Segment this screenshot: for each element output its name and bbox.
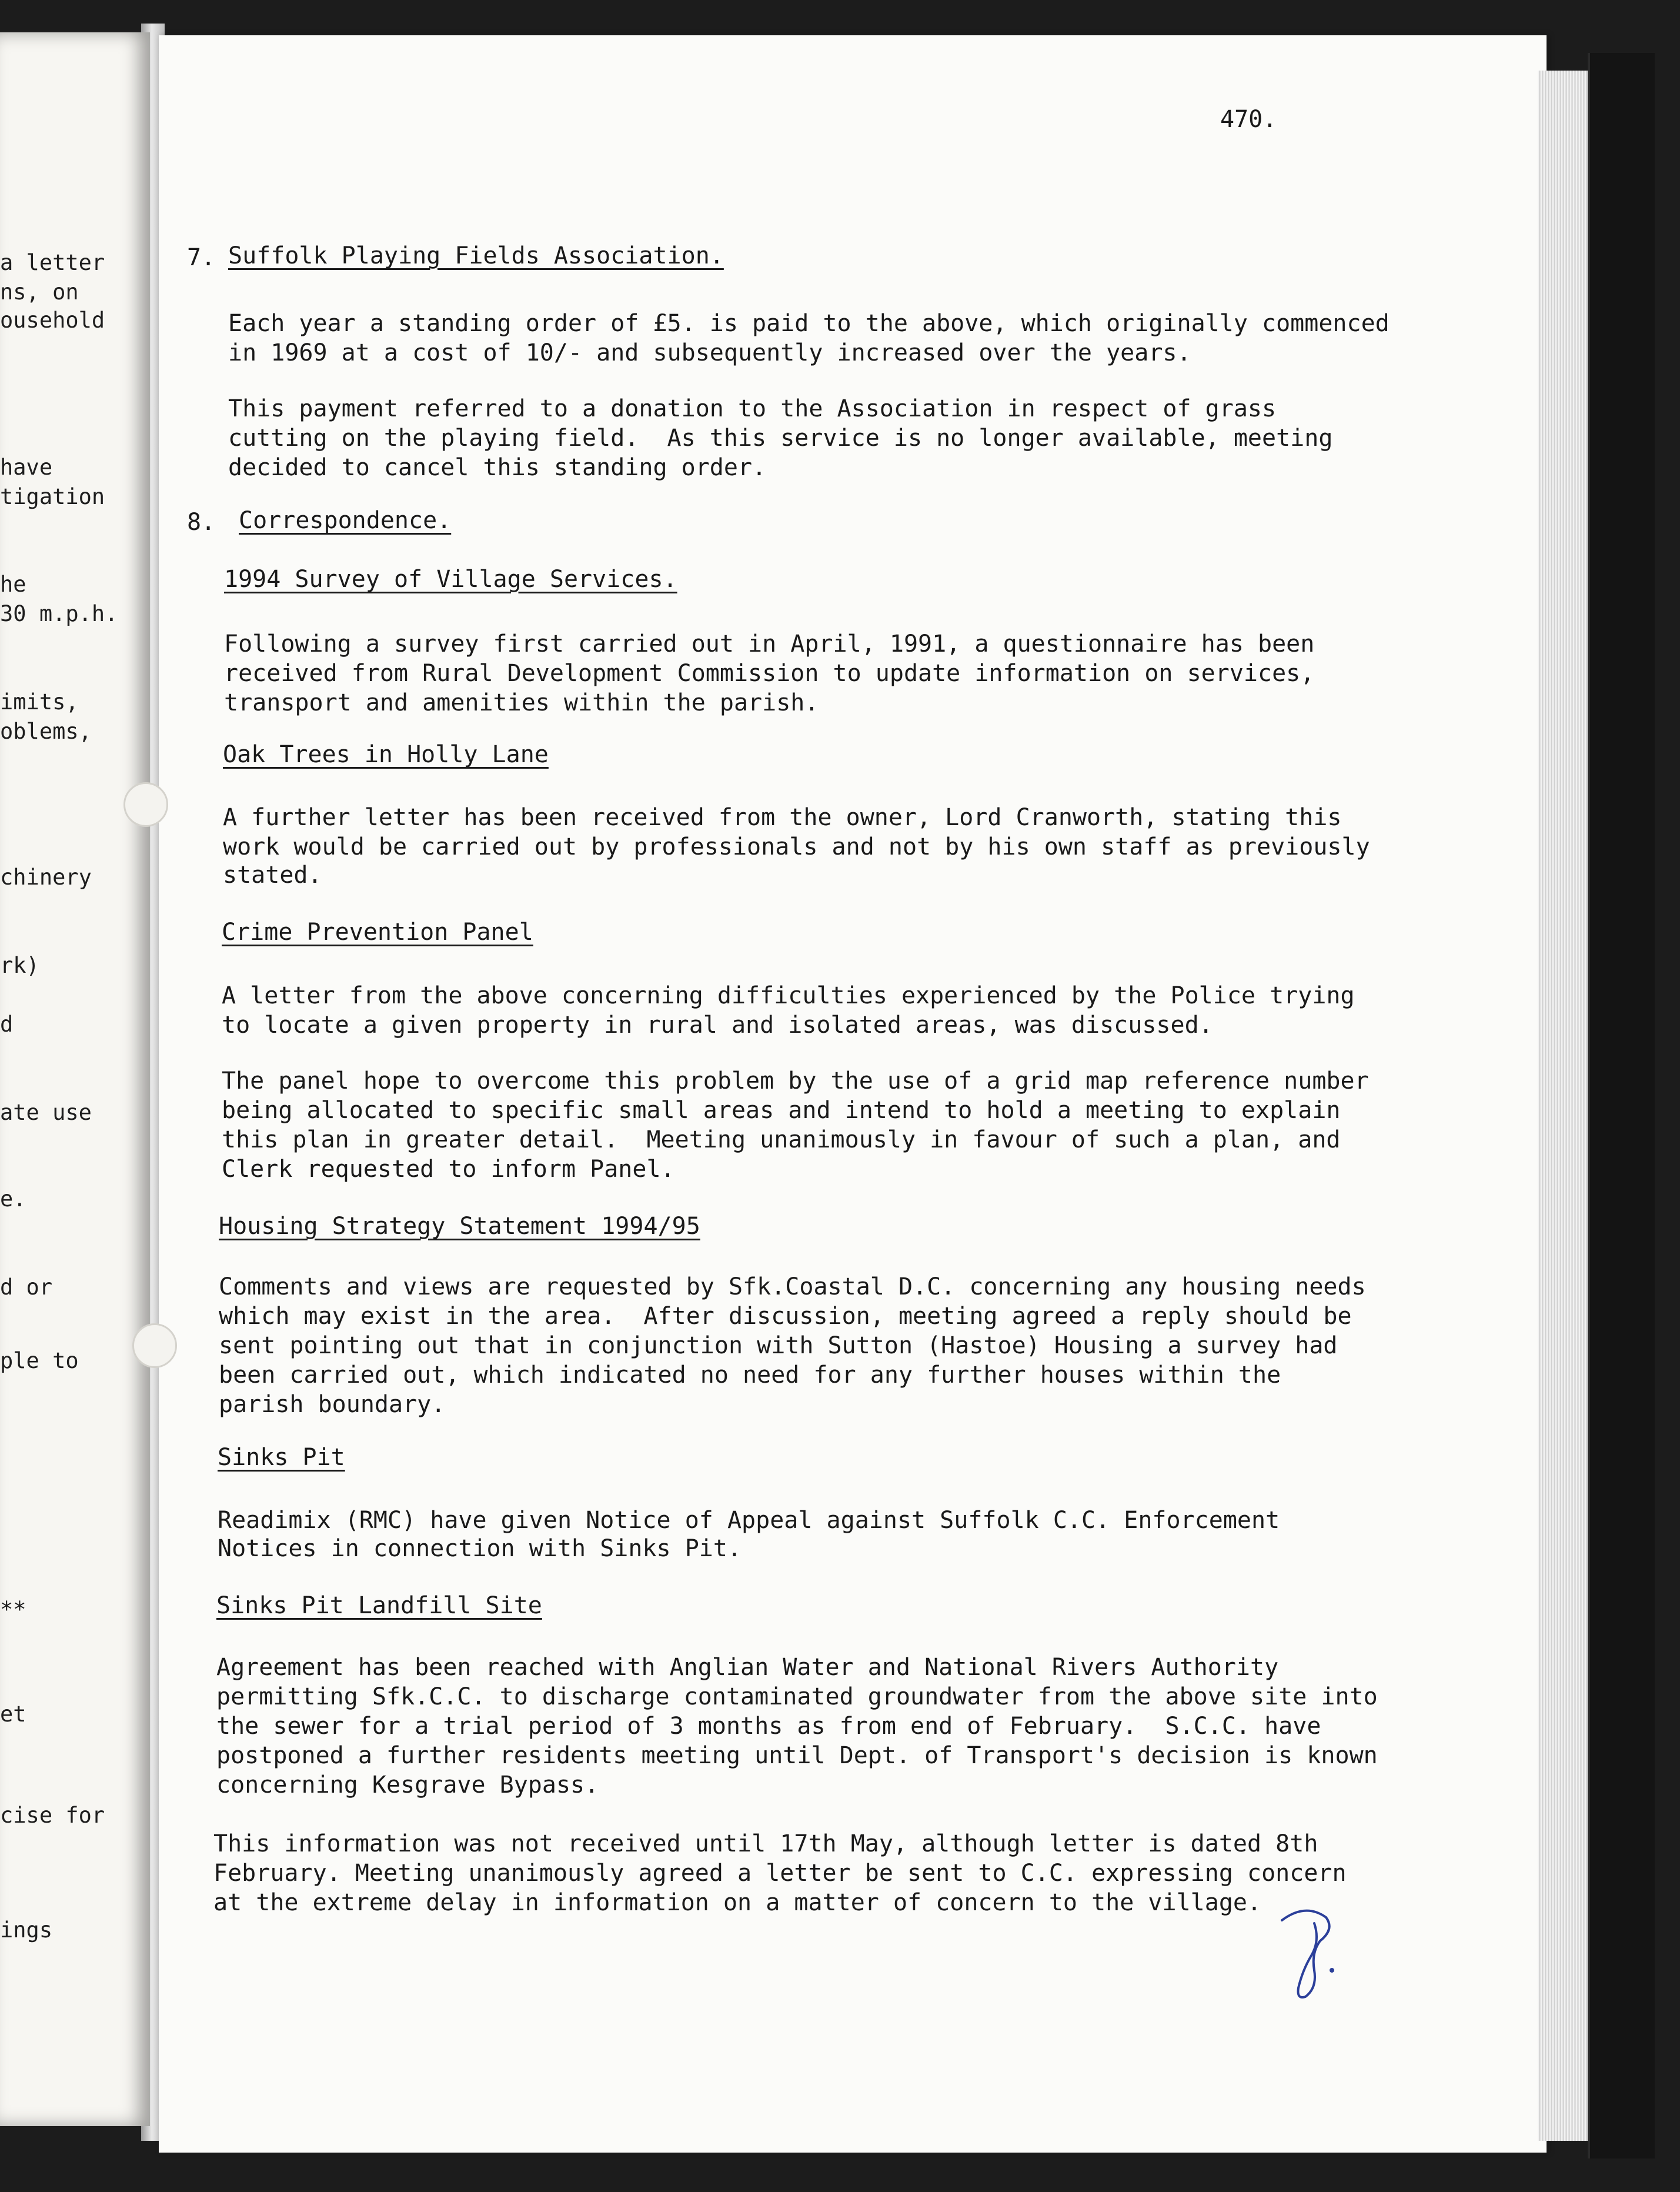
paragraph-line: This information was not received until 17th May, although letter is dated 8th xyxy=(213,1830,1318,1857)
paragraph-line: Each year a standing order of £5. is paid to the above, which originally commenced xyxy=(228,310,1390,337)
left-page-fragment: e. xyxy=(0,1186,26,1212)
paragraph-line: Notices in connection with Sinks Pit. xyxy=(218,1535,742,1562)
subsection-title: 1994 Survey of Village Services. xyxy=(224,566,677,593)
section-title: Correspondence. xyxy=(239,507,452,534)
left-page-fragment: imits, xyxy=(0,689,79,715)
section-title: Suffolk Playing Fields Association. xyxy=(228,242,724,269)
left-page-fragment: he xyxy=(0,572,26,597)
left-page-fragment: et xyxy=(0,1701,26,1727)
paragraph-line: Clerk requested to inform Panel. xyxy=(222,1156,675,1183)
left-page-fragment: oblems, xyxy=(0,719,92,744)
paragraph-line: being allocated to specific small areas and intend to hold a meeting to explain xyxy=(222,1097,1341,1124)
left-page-fragment: ousehold xyxy=(0,308,105,333)
left-page-fragment: ings xyxy=(0,1917,53,1943)
paragraph-line: been carried out, which indicated no need for any further houses within the xyxy=(219,1362,1281,1389)
left-page-fragment: ** xyxy=(0,1597,26,1622)
left-page-fragment: ns, on xyxy=(0,279,79,305)
paragraph-line: Following a survey first carried out in April, 1991, a questionnaire has been xyxy=(224,630,1315,658)
paragraph-line: postponed a further residents meeting until Dept. of Transport's decision is known xyxy=(216,1742,1378,1769)
paragraph-line: transport and amenities within the parish. xyxy=(224,689,819,716)
left-page-fragment: rk) xyxy=(0,953,39,978)
paragraph-line: A letter from the above concerning difficulties experienced by the Police trying xyxy=(222,982,1355,1009)
paragraph-line: sent pointing out that in conjunction with Sutton (Hastoe) Housing a survey had xyxy=(219,1332,1338,1359)
punch-hole xyxy=(132,1323,177,1368)
paragraph-line: Comments and views are requested by Sfk.Coastal D.C. concerning any housing needs xyxy=(219,1273,1366,1300)
subsection-title: Housing Strategy Statement 1994/95 xyxy=(219,1213,700,1240)
subsection-title: Sinks Pit xyxy=(218,1444,345,1471)
subsection-title: Crime Prevention Panel xyxy=(222,919,533,946)
page-number: 470. xyxy=(1220,106,1277,133)
paragraph-line: cutting on the playing field. As this service is no longer available, meeting xyxy=(228,425,1333,452)
book-cover-edge xyxy=(1588,53,1655,2158)
paragraph-line: which may exist in the area. After discussion, meeting agreed a reply should be xyxy=(219,1303,1352,1330)
paragraph-line: in 1969 at a cost of 10/- and subsequently increased over the years. xyxy=(228,339,1191,366)
left-page-fragment: chinery xyxy=(0,865,92,890)
punch-hole xyxy=(123,782,168,827)
section-number: 8. xyxy=(187,509,216,536)
paragraph-line: Agreement has been reached with Anglian Water and National Rivers Authority xyxy=(216,1654,1279,1681)
paragraph-line: stated. xyxy=(223,862,322,889)
left-page-fragment: d xyxy=(0,1012,14,1037)
paragraph-line: February. Meeting unanimously agreed a letter be sent to C.C. expressing concern xyxy=(213,1860,1347,1887)
paragraph-line: parish boundary. xyxy=(219,1391,446,1418)
left-page-fragment: have xyxy=(0,455,53,480)
paragraph-line: received from Rural Development Commission to update information on services, xyxy=(224,660,1315,687)
handwritten-initials-signature xyxy=(1270,1900,1347,2006)
subsection-title: Oak Trees in Holly Lane xyxy=(223,741,549,768)
paragraph-line: decided to cancel this standing order. xyxy=(228,454,767,481)
paragraph-line: work would be carried out by professionals and not by his own staff as previously xyxy=(223,833,1370,860)
paragraph-line: Readimix (RMC) have given Notice of Appeal against Suffolk C.C. Enforcement xyxy=(218,1507,1280,1534)
left-page-fragment: ple to xyxy=(0,1348,79,1373)
left-page-fragment: cise for xyxy=(0,1803,105,1828)
paragraph-line: this plan in greater detail. Meeting unanimously in favour of such a plan, and xyxy=(222,1126,1341,1153)
paragraph-line: at the extreme delay in information on a matter of concern to the village. xyxy=(213,1889,1262,1916)
left-page-fragment: 30 m.p.h. xyxy=(0,601,118,626)
left-page-fragment: tigation xyxy=(0,484,105,509)
paragraph-line: to locate a given property in rural and isolated areas, was discussed. xyxy=(222,1012,1213,1039)
paragraph-line: A further letter has been received from the owner, Lord Cranworth, stating this xyxy=(223,804,1342,831)
left-facing-page xyxy=(0,32,150,2126)
paragraph-line: The panel hope to overcome this problem by the use of a grid map reference number xyxy=(222,1067,1369,1095)
subsection-title: Sinks Pit Landfill Site xyxy=(216,1592,542,1619)
left-page-fragment: ate use xyxy=(0,1100,92,1125)
section-number: 7. xyxy=(187,244,216,271)
left-page-fragment: d or xyxy=(0,1275,53,1300)
paragraph-line: permitting Sfk.C.C. to discharge contaminated groundwater from the above site into xyxy=(216,1683,1378,1710)
paragraph-line: This payment referred to a donation to the Association in respect of grass xyxy=(228,395,1277,422)
paragraph-line: the sewer for a trial period of 3 months as from end of February. S.C.C. have xyxy=(216,1713,1321,1740)
paragraph-line: concerning Kesgrave Bypass. xyxy=(216,1771,599,1799)
left-page-fragment: a letter xyxy=(0,250,105,275)
